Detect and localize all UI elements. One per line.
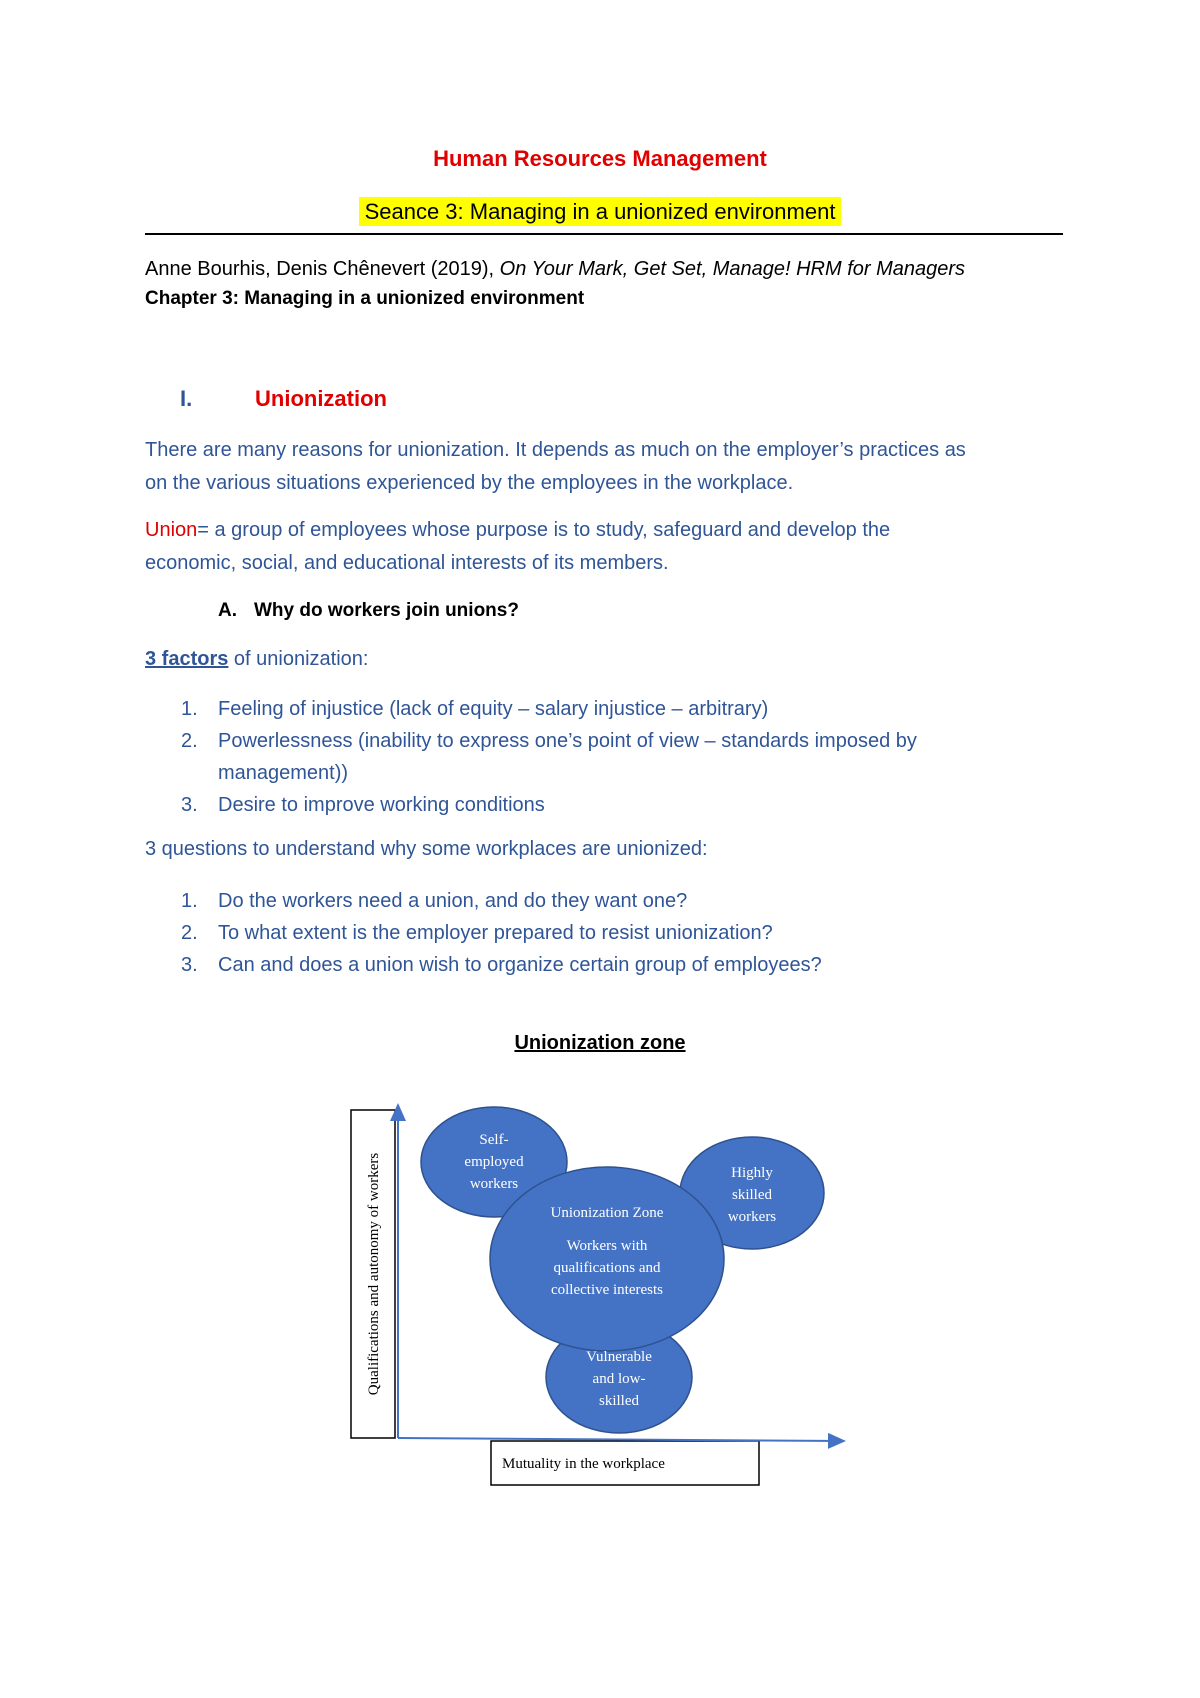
list-item-text: Powerlessness (inability to express one’s point of view – standards imposed by — [218, 730, 917, 752]
reference-book-title: On Your Mark, Get Set, Manage! HRM for Managers — [499, 258, 966, 280]
list-number: 2. — [181, 922, 198, 944]
x-axis-label: Mutuality in the workplace — [502, 1456, 665, 1472]
intro-line-2: on the various situations experienced by the employees in the workplace. — [145, 472, 794, 494]
highly-skilled-label-2: skilled — [732, 1187, 772, 1203]
union-term: Union — [145, 519, 198, 541]
intro-line-1: There are many reasons for unionization. It depends as much on the employer’s practices as — [145, 439, 966, 461]
zone-title-label: Unionization Zone — [550, 1205, 664, 1221]
list-item-text: Feeling of injustice (lack of equity – salary injustice – arbitrary) — [218, 698, 769, 720]
questions-intro: 3 questions to understand why some workplaces are unionized: — [145, 838, 708, 860]
reference-authors: Anne Bourhis, Denis Chênevert (2019), — [145, 258, 500, 280]
vulnerable-label-1: Vulnerable — [586, 1349, 652, 1365]
factors-suffix: of unionization: — [228, 648, 369, 670]
self-employed-label-3: workers — [469, 1176, 519, 1192]
section-number: I. — [180, 386, 193, 411]
list-number: 1. — [181, 890, 198, 912]
list-item-text: Can and does a union wish to organize certain group of employees? — [218, 954, 822, 976]
diagram-title: Unionization zone — [514, 1032, 686, 1054]
list-number: 2. — [181, 730, 198, 752]
highly-skilled-label-1: Highly — [731, 1165, 773, 1181]
list-number: 1. — [181, 698, 198, 720]
list-item-text: To what extent is the employer prepared to resist unionization? — [218, 922, 773, 944]
list-item-text-continued: management)) — [218, 762, 349, 784]
vulnerable-label-3: skilled — [599, 1393, 639, 1409]
list-number: 3. — [181, 954, 198, 976]
chapter-heading: Chapter 3: Managing in a unionized environment — [145, 288, 585, 309]
section-title: Unionization — [255, 386, 387, 411]
factors-label: 3 factors — [145, 648, 229, 670]
document-title: Human Resources Management — [433, 146, 767, 171]
unionization-zone-circle — [490, 1167, 724, 1351]
zone-body-label-1: Workers with — [566, 1238, 648, 1254]
subheading-text: Why do workers join unions? — [254, 600, 519, 621]
list-item-text: Do the workers need a union, and do they want one? — [218, 890, 688, 912]
self-employed-label-2: employed — [464, 1154, 524, 1170]
list-number: 3. — [181, 794, 198, 816]
union-definition-line-1: = a group of employees whose purpose is to study, safeguard and develop the — [197, 519, 891, 541]
highly-skilled-label-3: workers — [727, 1209, 777, 1225]
zone-body-label-3: collective interests — [550, 1282, 664, 1298]
list-item-text: Desire to improve working conditions — [218, 794, 545, 816]
vulnerable-label-2: and low- — [592, 1371, 646, 1387]
session-subtitle: Seance 3: Managing in a unionized environment — [359, 197, 842, 226]
y-axis-label: Qualifications and autonomy of workers — [366, 1152, 382, 1396]
self-employed-label-1: Self- — [479, 1132, 509, 1148]
zone-body-label-2: qualifications and — [553, 1260, 661, 1276]
subheading-letter: A. — [218, 600, 237, 621]
union-definition-line-2: economic, social, and educational interests of its members. — [145, 552, 669, 574]
